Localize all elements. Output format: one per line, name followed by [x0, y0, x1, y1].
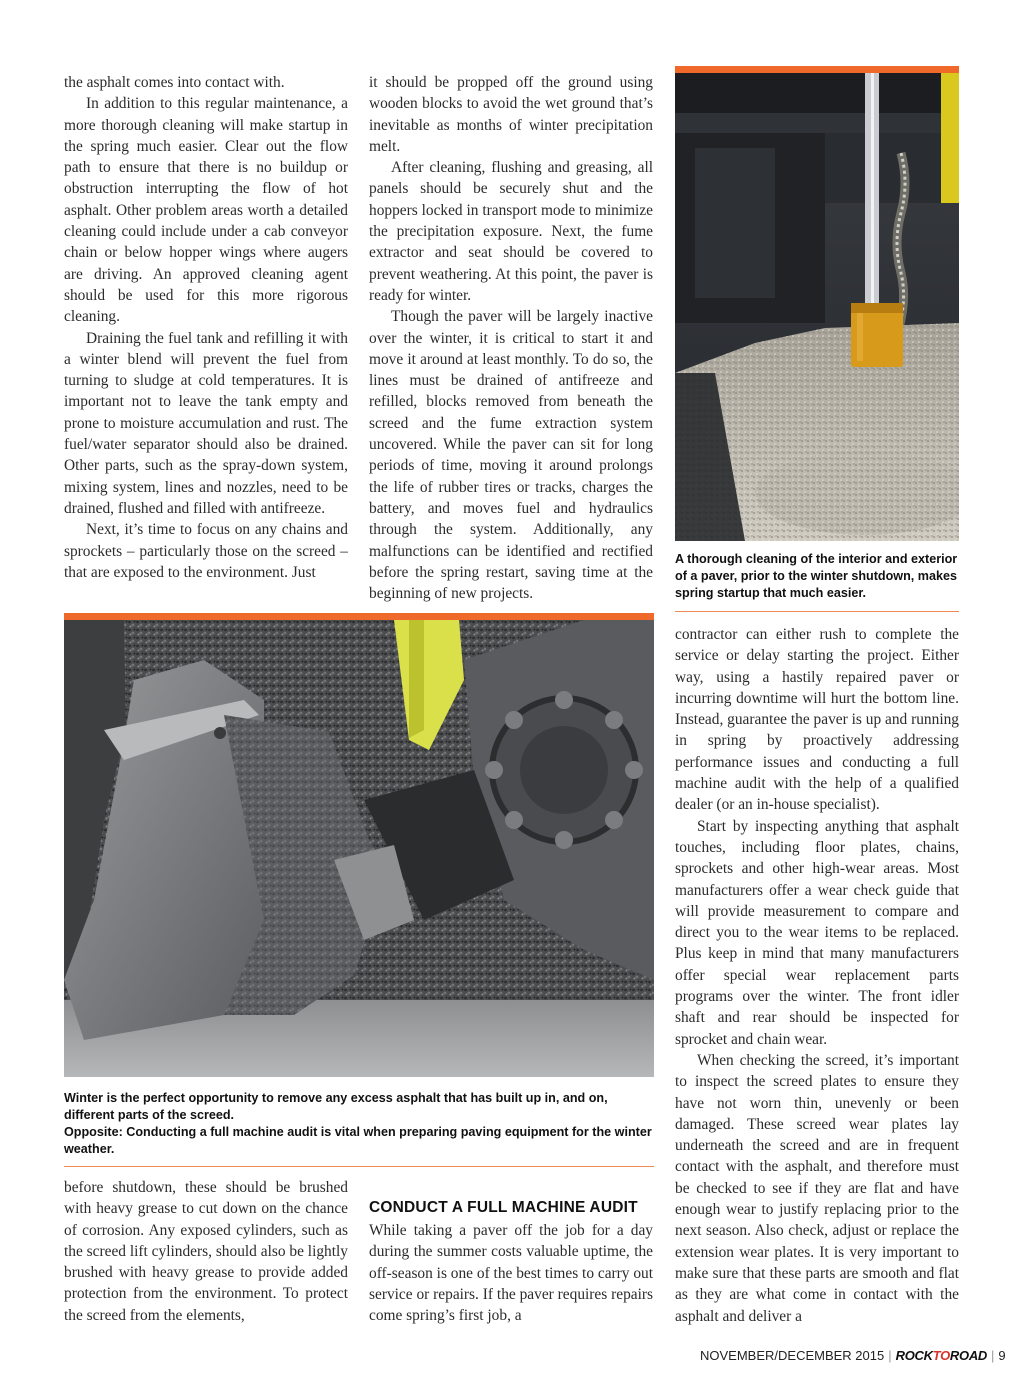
paragraph: contractor can either rush to complete the service or delay starting the project. Either way, using a hastily repaired paver or incurring downtime will hurt the bottom line. Instead, guarantee the paver is up and running in spring by proactively addressing performance issues and conducting a full machine audit with the help of a qualified dealer (or an in-house specialist). [675, 626, 959, 814]
paragraph: Start by inspecting anything that asphalt touches, including floor plates, chains, sprockets and other high-wear areas. Most manufacturers offer a wear check guide that will provide measurement to compare and direct you to the wear items to be replaced. Plus keep in mind that many manufacturers offer special wear replacement parts programs over the winter. The front idler shaft and rear should be inspected for sprocket and chain wear. [675, 817, 959, 1048]
section-heading: CONDUCT A FULL MACHINE AUDIT [369, 1199, 638, 1216]
page-footer [700, 1348, 1006, 1363]
paragraph: it should be propped off the ground using wooden blocks to avoid the wet ground that’s inevitable as months of winter precipitation melt. [369, 74, 653, 155]
magazine-logo: ROCKTOROAD [895, 1348, 987, 1363]
article-column-1-bottom [64, 1177, 348, 1326]
screed-asphalt-photo [64, 620, 654, 1077]
paragraph: before shutdown, these should be brushed with heavy grease to cut down on the chance of corrosion. Any exposed cylinders, such as the screed lift cylinders, should also be lightly brushed with heavy grease to provide added protection from the environment. To protect the screed from the elements, [64, 1179, 348, 1324]
paragraph: Next, it’s time to focus on any chains and sprockets – particularly those on the screed – that are exposed to the environment. Just [64, 521, 348, 581]
caption-divider [675, 611, 959, 612]
paragraph: While taking a paver off the job for a day during the summer costs valuable uptime, the off-season is one of the best times to carry out service or repairs. If the paver requires repairs come spring’s first job, a [369, 1222, 653, 1325]
photo-caption-big: Winter is the perfect opportunity to remove any excess asphalt that has built up in, and on, different parts of the screed. Opposite: Conducting a full machine audit is vital when preparing paving equipment for the winter weather. [64, 1091, 652, 1156]
photo-accent-bar [675, 66, 959, 73]
paragraph: Though the paver will be largely inactive over the winter, it is critical to start it and move it around at least monthly. To do so, the lines must be drained of antifreeze and refilled, blocks removed from beneath the screed and the fume extraction system uncovered. While the paver can sit for long periods of time, moving it around prolongs the life of rubber tires or tracks, charges the battery, and moves fuel and hydraulics through the system. Additionally, any malfunctions can be identified and rectified before the spring restart, saving time at the beginning of new projects. [369, 308, 653, 603]
paragraph: the asphalt comes into contact with. [64, 74, 285, 91]
photo-caption-top: A thorough cleaning of the interior and exterior of a paver, prior to the winter shutdown, makes spring startup that much easier. [675, 552, 958, 600]
paver-interior-photo [675, 73, 959, 541]
caption-divider [64, 1166, 654, 1167]
article-column-2-top [369, 72, 653, 604]
paragraph: Draining the fuel tank and refilling it with a winter blend will prevent the fuel from turning to sludge at cold temperatures. It is important not to leave the tank empty and prone to moisture accumulation and rust. The fuel/water separator should also be drained. Other parts, such as the spray-down system, mixing system, lines and nozzles, need to be drained, flushed and filled with antifreeze. [64, 329, 348, 517]
paragraph: When checking the screed, it’s important to inspect the screed plates to ensure they have not worn thin, unevenly or been damaged. These screed wear plates lay underneath the screed and are in frequent contact with the asphalt, and therefore must be checked to see if they are flat and have enough wear to justify replacing prior to the next season. Also check, adjust or replace the extension wear plates. It is very important to make sure that these parts are smooth and flat as they are what come in contact with the asphalt and deliver a [675, 1051, 959, 1325]
paragraph: In addition to this regular maintenance, a more thorough cleaning will make startup in the spring much easier. Clear out the flow path to ensure that there is no buildup or obstruction interrupting the flow of hot asphalt. Other problem areas worth a detailed cleaning could include under a cab conveyor chain or below hopper wings where augers are driving. An approved cleaning agent should be used for this more rigorous cleaning. [64, 95, 348, 326]
article-column-3 [675, 624, 959, 1327]
article-column-1-top [64, 72, 348, 583]
paragraph: After cleaning, flushing and greasing, all panels should be securely shut and the hoppers locked in transport mode to minimize the precipitation exposure. Next, the fume extractor and seat should be covered to prevent weathering. At this point, the paver is ready for winter. [369, 159, 653, 304]
article-column-2-bottom [369, 1220, 653, 1326]
page-number: 9 [998, 1348, 1006, 1363]
footer-separator: | [888, 1348, 892, 1363]
footer-separator: | [991, 1348, 995, 1363]
photo-accent-bar [64, 613, 654, 620]
issue-date: NOVEMBER/DECEMBER 2015 [700, 1348, 885, 1363]
